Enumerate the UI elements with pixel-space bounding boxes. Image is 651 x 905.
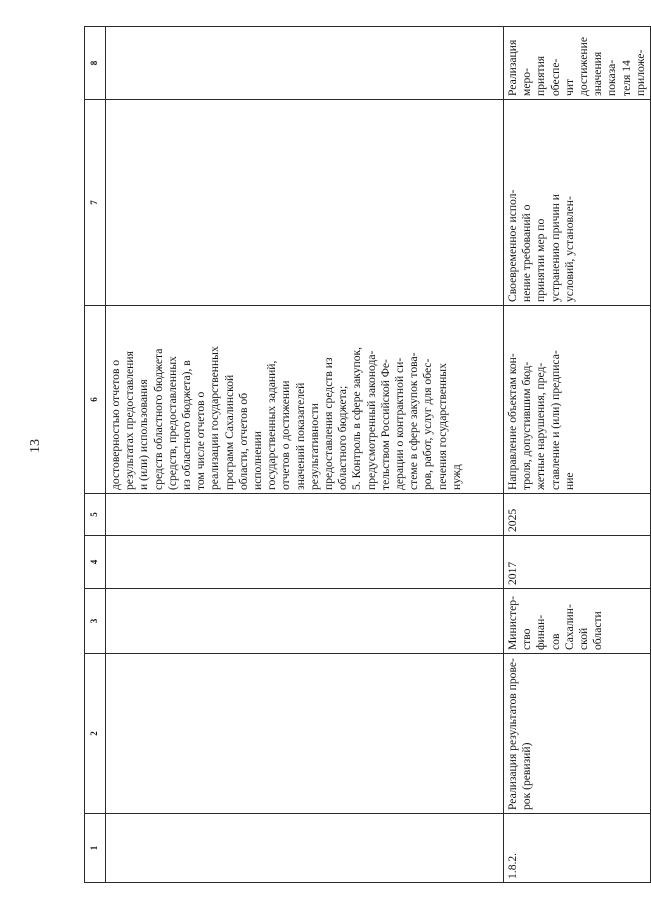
- cell-empty: [106, 100, 504, 306]
- cell-empty: [106, 494, 504, 536]
- cell-indicator-link: Реализация меро- приятия обеспе- чит достижение значения показа- теля 14 приложе-: [504, 27, 651, 100]
- cell-end-year: 2025: [504, 494, 651, 536]
- rotated-table-wrapper: [84, 27, 647, 883]
- col-header-6: 6: [85, 306, 106, 494]
- cell-empty: [106, 814, 504, 883]
- cell-empty: [106, 654, 504, 814]
- cell-expected-result: Своевременное испол- нение требований о принятии мер по устранению причин и условий, установлен-: [504, 100, 651, 306]
- cell-executor: Министер- ство финан- сов Сахалин- ской области: [504, 589, 651, 654]
- table-row-1-8-2: [504, 27, 651, 883]
- program-table: [84, 26, 651, 883]
- cell-event-name: Реализация результатов прове- рок (ревизий): [504, 654, 651, 814]
- cell-directions: Направление объектам кон- троля, допустившим бюд- жетные нарушения, пред- ставление и (или) предписа- ние: [504, 306, 651, 494]
- cell-empty: [106, 536, 504, 589]
- cell-row-number: 1.8.2.: [504, 814, 651, 883]
- cell-control-directions-cont: достоверностью отчетов о результатах предоставления и (или) использования средств областного бюджета (средств, предоставленных из областного бюджета), в том числе отчетов о реализации государственных программ Сахалинской области, отчетов об исполнении государственных заданий, отчетов о достижении значений показателей результативности предоставления средств из областного бюджета; 5. Контроль в сфере закупок, предусмотренный законода- тельством Российской Фе- дерации о контрактной си- стеме в сфере закупок това- ров, работ, услуг для обес- печения государственных нужд: [106, 306, 504, 494]
- cell-start-year: 2017: [504, 536, 651, 589]
- col-header-7: 7: [85, 100, 106, 306]
- col-header-8: 8: [85, 27, 106, 100]
- cell-empty: [106, 27, 504, 100]
- col-header-3: 3: [85, 589, 106, 654]
- col-header-2: 2: [85, 654, 106, 814]
- header-row: [85, 27, 106, 883]
- col-header-5: 5: [85, 494, 106, 536]
- table-row-continued: [106, 27, 504, 883]
- col-header-4: 4: [85, 536, 106, 589]
- col-header-1: 1: [85, 814, 106, 883]
- page-number: 13: [28, 439, 43, 453]
- cell-empty: [106, 589, 504, 654]
